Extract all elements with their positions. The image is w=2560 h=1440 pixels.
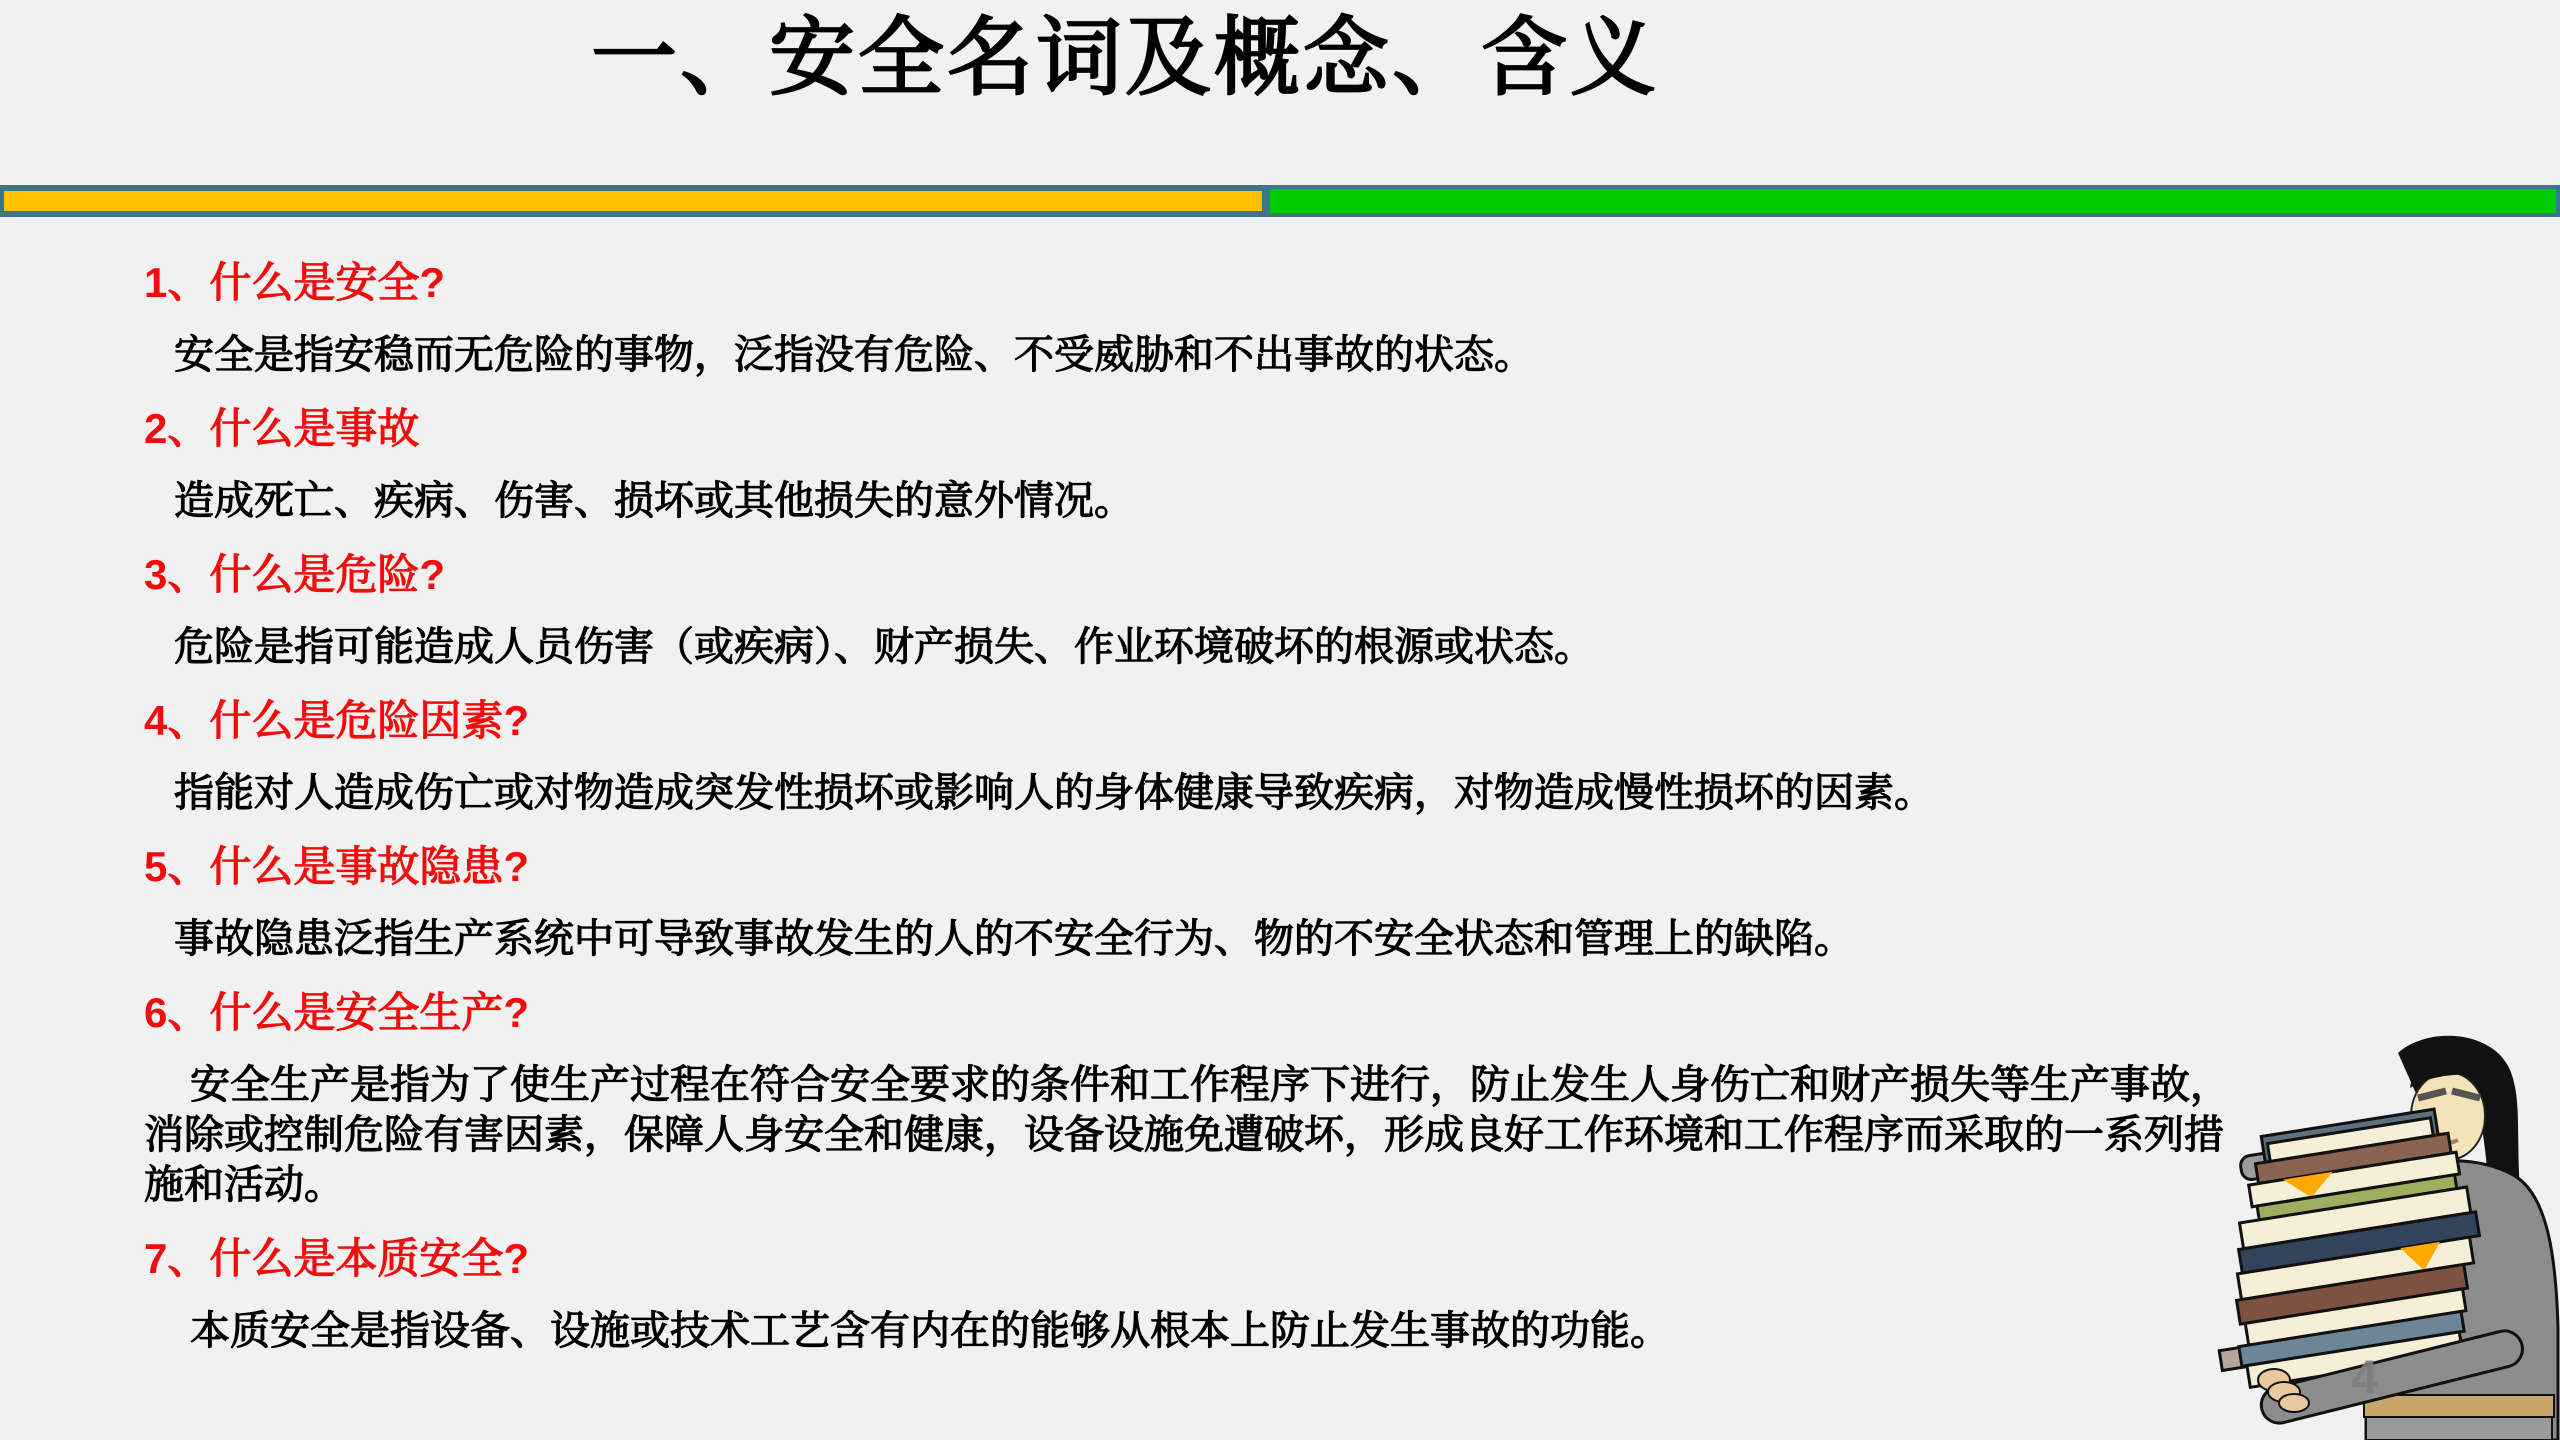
qa-body-2: 造成死亡、疾病、伤害、损坏或其他损失的意外情况。: [174, 479, 1134, 523]
qa-body-4: 指能对人造成伤亡或对物造成突发性损坏或影响人的身体健康导致疾病，对物造成慢性损坏的因素。: [174, 771, 1934, 815]
person-pants: [2366, 1417, 2552, 1440]
qa-body-1: 安全是指安稳而无危险的事物，泛指没有危险、不受威胁和不出事故的状态。: [174, 333, 1534, 377]
qa-heading-4: 4、什么是危险因素?: [144, 697, 530, 744]
qa-body-5: 事故隐患泛指生产系统中可导致事故发生的人的不安全行为、物的不安全状态和管理上的缺陷。: [174, 917, 1854, 961]
qa-heading-1: 1、什么是安全?: [144, 259, 446, 306]
accent-divider-bar: [0, 185, 2560, 217]
accent-bar-green-segment: [1270, 189, 2556, 213]
qa-item-7: [144, 1234, 2244, 1356]
qa-body-3: 危险是指可能造成人员伤害（或疾病）、财产损失、作业环境破坏的根源或状态。: [174, 625, 1594, 669]
qa-heading-5: 5、什么是事故隐患?: [144, 843, 530, 890]
qa-item-6: [144, 988, 2244, 1210]
qa-item-5: [144, 842, 2244, 964]
qa-heading-7: 7、什么是本质安全?: [144, 1235, 530, 1282]
qa-list: [144, 258, 2244, 1380]
qa-item-3: [144, 550, 2244, 672]
person-belt: [2364, 1395, 2554, 1417]
qa-heading-3: 3、什么是危险?: [144, 551, 446, 598]
qa-item-1: [144, 258, 2244, 380]
qa-heading-2: 2、什么是事故: [144, 405, 420, 452]
qa-body-7: 本质安全是指设备、设施或技术工艺含有内在的能够从根本上防止发生事故的功能。: [190, 1309, 1670, 1353]
page-number: 4: [2351, 1352, 2378, 1405]
slide-title: 一、安全名词及概念、含义: [591, 10, 1659, 106]
qa-item-2: [144, 404, 2244, 526]
qa-body-6: 安全生产是指为了使生产过程在符合安全要求的条件和工作程序下进行，防止发生人身伤亡和财产损失等生产事故，消除或控制危险有害因素，保障人身安全和健康，设备设施免遭破坏，形成良好工作环境和工作程序而采取的一系列措施和活动。: [144, 1063, 2230, 1207]
qa-heading-6: 6、什么是安全生产?: [144, 989, 530, 1036]
qa-item-4: [144, 696, 2244, 818]
accent-bar-orange-segment: [4, 191, 1262, 211]
